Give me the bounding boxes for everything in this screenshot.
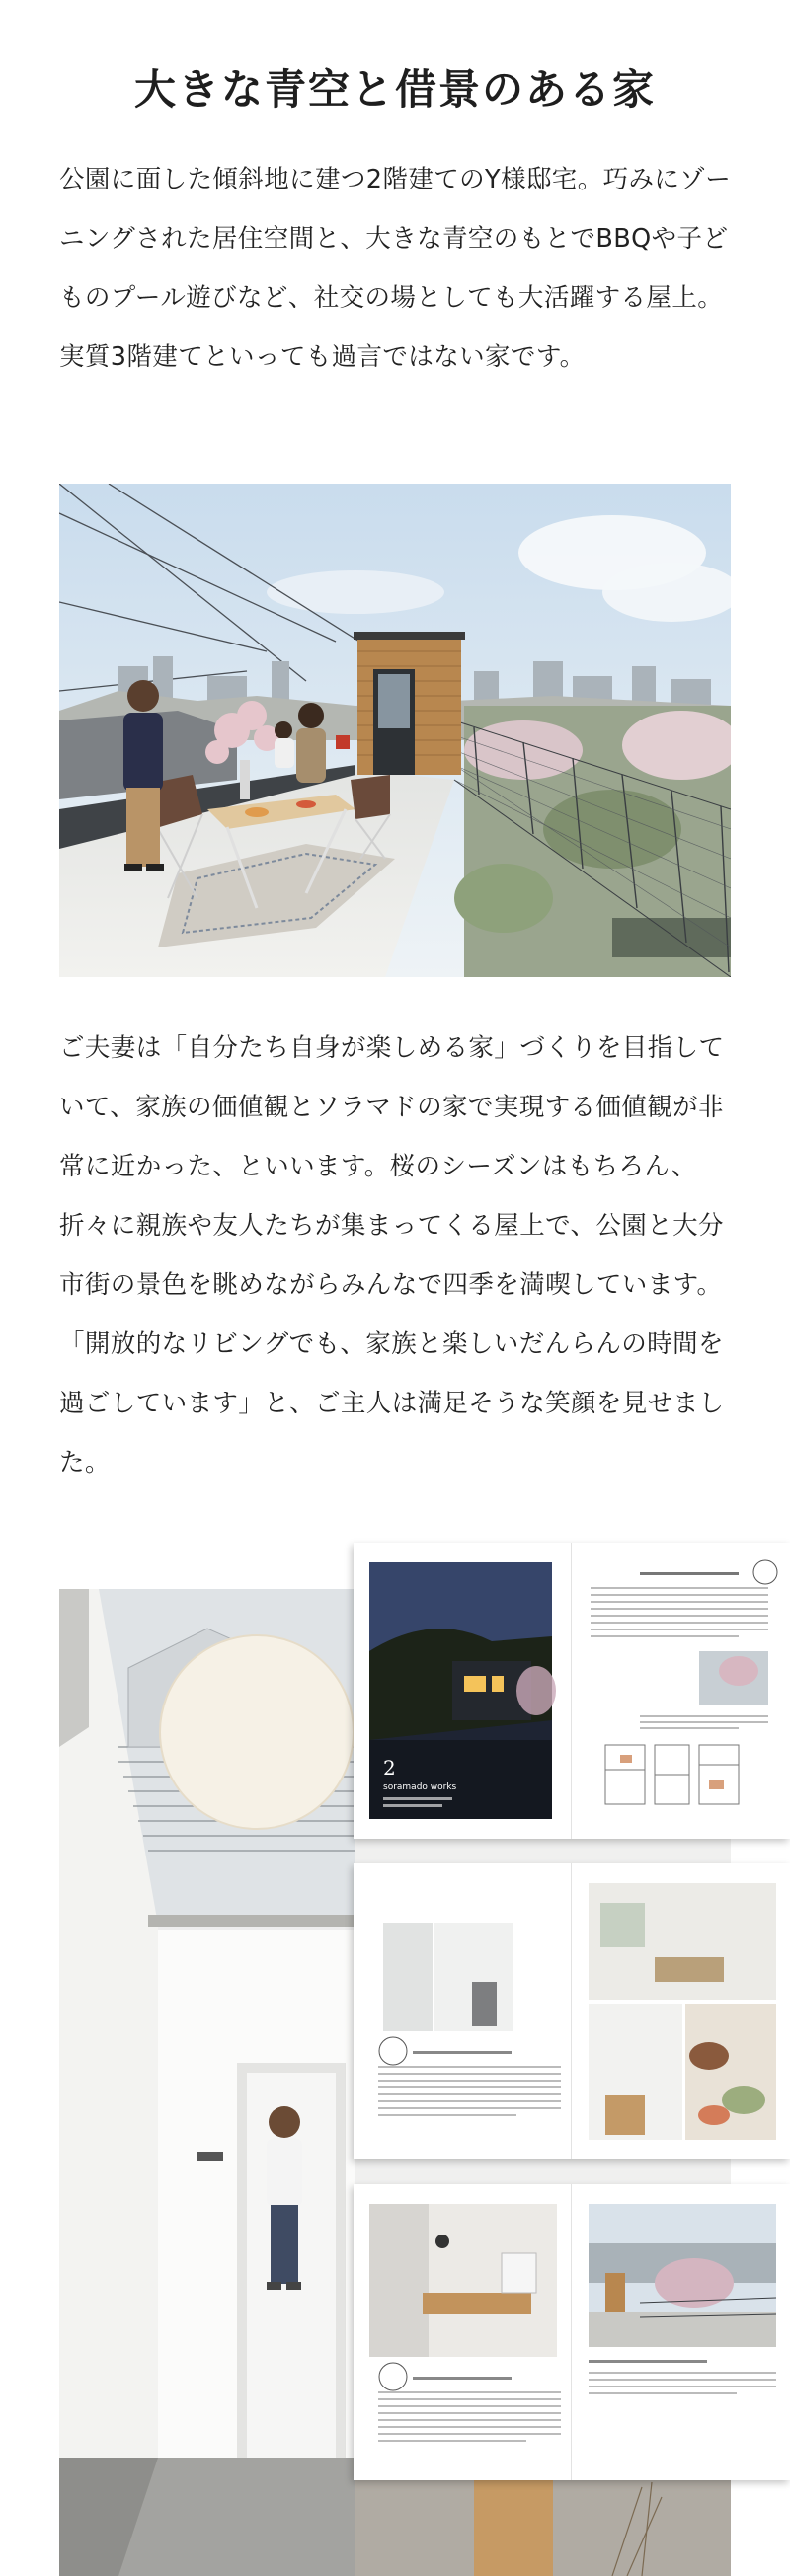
brochure-spread-kitchen [354, 2184, 790, 2480]
intro-paragraph: 公園に面した傾斜地に建つ2階建てのY様邸宅。巧みにゾーニングされた居住空間と、大きな青空のもとでBBQや子どものプール遊びなど、社交の場としても大活躍する屋上。実質3階建てといっても過言ではない家です。 [59, 165, 732, 372]
spread-spine [571, 1863, 572, 2159]
cover-title: soramado works [383, 1782, 457, 1792]
spread-spine [571, 1543, 572, 1839]
story-paragraph: ご夫妻は「自分たち自身が楽しめる家」づくりを目指していて、家族の価値観とソラマドの家で実現する価値観が非常に近かった、といいます。桜のシーズンはもちろん、折々に親族や友人たちが集まってくる屋上で、公園と大分市街の景色を眺めながらみんなで四季を満喫しています。「開放的なリビングでも、家族と楽しいだんらんの時間を過ごしています」と、ご主人は満足そうな笑顔を見せました。 [59, 1033, 725, 1477]
cover-number: 2 [383, 1756, 396, 1780]
article-title: 大きな青空と借景のある家 [133, 65, 656, 114]
rooftop-photo [59, 484, 731, 977]
spread-spine [571, 2184, 572, 2480]
brochure-spread-cover [354, 1543, 790, 1839]
brochure-spread-interior [354, 1863, 790, 2159]
